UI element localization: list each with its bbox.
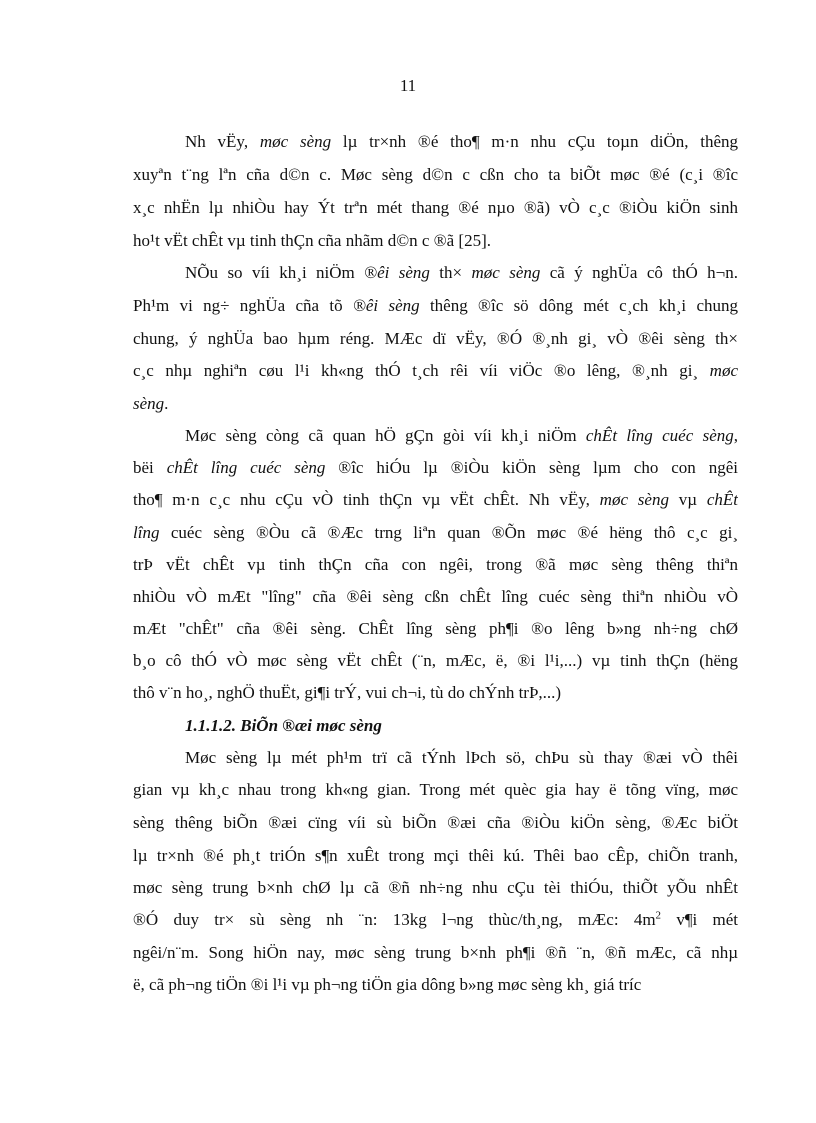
text-segment: nhiÒu vÒ mÆt "lîng" cña ®êi sèng cßn chÊt lîng cuéc sèng thiªn nhiÒu vÒ <box>133 587 738 606</box>
text-segment: ho¹t vËt chÊt vµ tinh thÇn cña nhãm d©n c ®ã [25]. <box>133 231 491 250</box>
text-segment: ®êi sèng <box>364 263 430 282</box>
text-segment: møc sèng trung b×nh chØ lµ cã ®ñ nh÷ng nhu cÇu tèi thiÓu, thiÕt yÕu nhÊt <box>133 878 738 897</box>
text-line <box>133 485 738 515</box>
text-line <box>133 324 738 354</box>
text-segment: thô v¨n ho¸, nghÖ thuËt, gi¶i trÝ, vui ch¬i, tù do chÝnh trÞ,...) <box>133 683 562 702</box>
text-segment: xuyªn t¨ng lªn cña d©n c. Møc sèng d©n c cßn cho ta biÕt møc ®é (c¸i ®îc <box>133 165 738 184</box>
text-segment: thêng ®îc sö dông mét c¸ch kh¸i chung <box>419 296 738 315</box>
text-line <box>185 421 738 451</box>
text-segment: . <box>164 394 169 413</box>
text-segment: x¸c nhËn lµ nhiÒu hay Ýt trªn mét thang ®é nµo ®ã) vÒ c¸c ®iÒu kiÖn sinh <box>133 198 738 217</box>
text-segment: ë, cã ph¬ng tiÖn ®i l¹i vµ ph¬ng tiÖn gia dông b»ng møc sèng kh¸ giá tríc <box>133 975 642 994</box>
text-line <box>133 938 738 968</box>
page-number: 11 <box>399 76 417 95</box>
text-line <box>133 905 738 935</box>
text-segment: gian vµ kh¸c nhau trong kh«ng gian. Trong mét quèc gia hay ë tõng vïng, møc <box>133 780 738 799</box>
text-line <box>133 160 738 190</box>
text-segment: NÕu so víi kh¸i niÖm <box>185 263 365 282</box>
text-segment: ®Ó duy tr× sù sèng nh ¨n: 13kg l¬ng thùc/th¸ng, mÆc: 4m <box>133 910 656 929</box>
text-line <box>133 775 738 805</box>
text-line <box>133 291 738 321</box>
text-line <box>133 518 738 548</box>
text-line <box>133 550 738 580</box>
section-heading: 1.1.1.2. BiÕn ®æi møc sèng <box>185 716 382 735</box>
text-line <box>133 970 738 1000</box>
text-segment: ®îc hiÓu lµ ®iÒu kiÖn sèng lµm cho con ngêi <box>325 458 738 477</box>
text-segment: Nh vËy, <box>185 132 260 151</box>
text-segment: møc sèng <box>471 263 541 282</box>
text-segment: v¶i mét <box>661 910 738 929</box>
text-segment: th× <box>429 263 472 282</box>
text-line <box>133 808 738 838</box>
text-segment: cuéc sèng ®Òu cã ®Æc trng liªn quan ®Õn møc ®é hëng thô c¸c gi¸ <box>159 523 738 542</box>
text-segment: b¸o cô thÓ vÒ møc sèng vËt chÊt (¨n, mÆc, ë, ®i l¹i,...) vµ tinh thÇn (hëng <box>133 651 738 670</box>
text-line <box>185 743 738 773</box>
text-segment: , <box>733 426 738 445</box>
text-segment: chung, ý nghÜa bao hµm réng. MÆc dï vËy, ®Ó ®¸nh gi¸ vÒ ®êi sèng th× <box>133 329 738 348</box>
text-segment: vµ <box>668 490 707 509</box>
text-line <box>133 646 738 676</box>
text-line <box>185 127 738 157</box>
text-line <box>133 389 738 419</box>
text-segment: sèng thêng biÕn ®æi cïng víi sù biÕn ®æi cña ®iÒu kiÖn sèng, ®Æc biÖt <box>133 813 738 832</box>
text-segment: tho¶ m·n c¸c nhu cÇu vÒ tinh thÇn vµ vËt chÊt. Nh vËy, <box>133 490 600 509</box>
text-segment: trÞ vËt chÊt vµ tinh thÇn cña con ngêi, trong ®ã møc sèng thêng thiªn <box>133 555 738 574</box>
text-segment: c¸c nhµ nghiªn cøu l¹i kh«ng thÓ t¸ch rêi víi viÖc ®o lêng, ®¸nh gi¸ <box>133 361 710 380</box>
text-line <box>133 841 738 871</box>
text-line <box>133 614 738 644</box>
text-segment: møc <box>709 361 738 380</box>
text-line <box>133 873 738 903</box>
text-segment: 2 <box>655 909 662 922</box>
text-line <box>133 193 738 223</box>
text-segment: lµ tr×nh ®é ph¸t triÓn s¶n xuÊt trong mçi thêi kú. Thêi bao cÊp, chiÕn tranh, <box>133 846 738 865</box>
text-segment: ngêi/n¨m. Song hiÖn nay, møc sèng trung b×nh ph¶i ®ñ ¨n, ®ñ mÆc, cã nhµ <box>133 943 738 962</box>
text-segment: lîng <box>133 523 160 542</box>
text-segment: Møc sèng lµ mét ph¹m trï cã tÝnh lÞch sö, chÞu sù thay ®æi vÒ thêi <box>185 748 738 767</box>
text-segment: ®êi sèng <box>352 296 420 315</box>
text-segment: cã ý nghÜa cô thÓ h¬n. <box>540 263 738 282</box>
text-segment: chÊt lîng cuéc sèng <box>585 426 734 445</box>
text-segment: mÆt "chÊt" cña ®êi sèng. ChÊt lîng sèng ph¶i ®o lêng b»ng nh÷ng chØ <box>133 619 738 638</box>
text-segment: møc sèng <box>259 132 332 151</box>
text-line <box>185 258 738 288</box>
text-segment: Møc sèng còng cã quan hÖ gÇn gòi víi kh¸i niÖm <box>185 426 586 445</box>
text-line <box>133 356 738 386</box>
text-line <box>133 582 738 612</box>
text-segment: lµ tr×nh ®é tho¶ m·n nhu cÇu toµn diÖn, thêng <box>331 132 738 151</box>
text-segment: Ph¹m vi ng÷ nghÜa cña tõ <box>133 296 353 315</box>
text-line <box>133 678 738 708</box>
text-segment: chÊt <box>706 490 738 509</box>
text-segment: bëi <box>133 458 167 477</box>
text-line <box>133 453 738 483</box>
text-segment: chÊt lîng cuéc sèng <box>166 458 326 477</box>
text-segment: møc sèng <box>599 490 669 509</box>
text-line <box>133 226 738 256</box>
text-segment: sèng <box>133 394 165 413</box>
